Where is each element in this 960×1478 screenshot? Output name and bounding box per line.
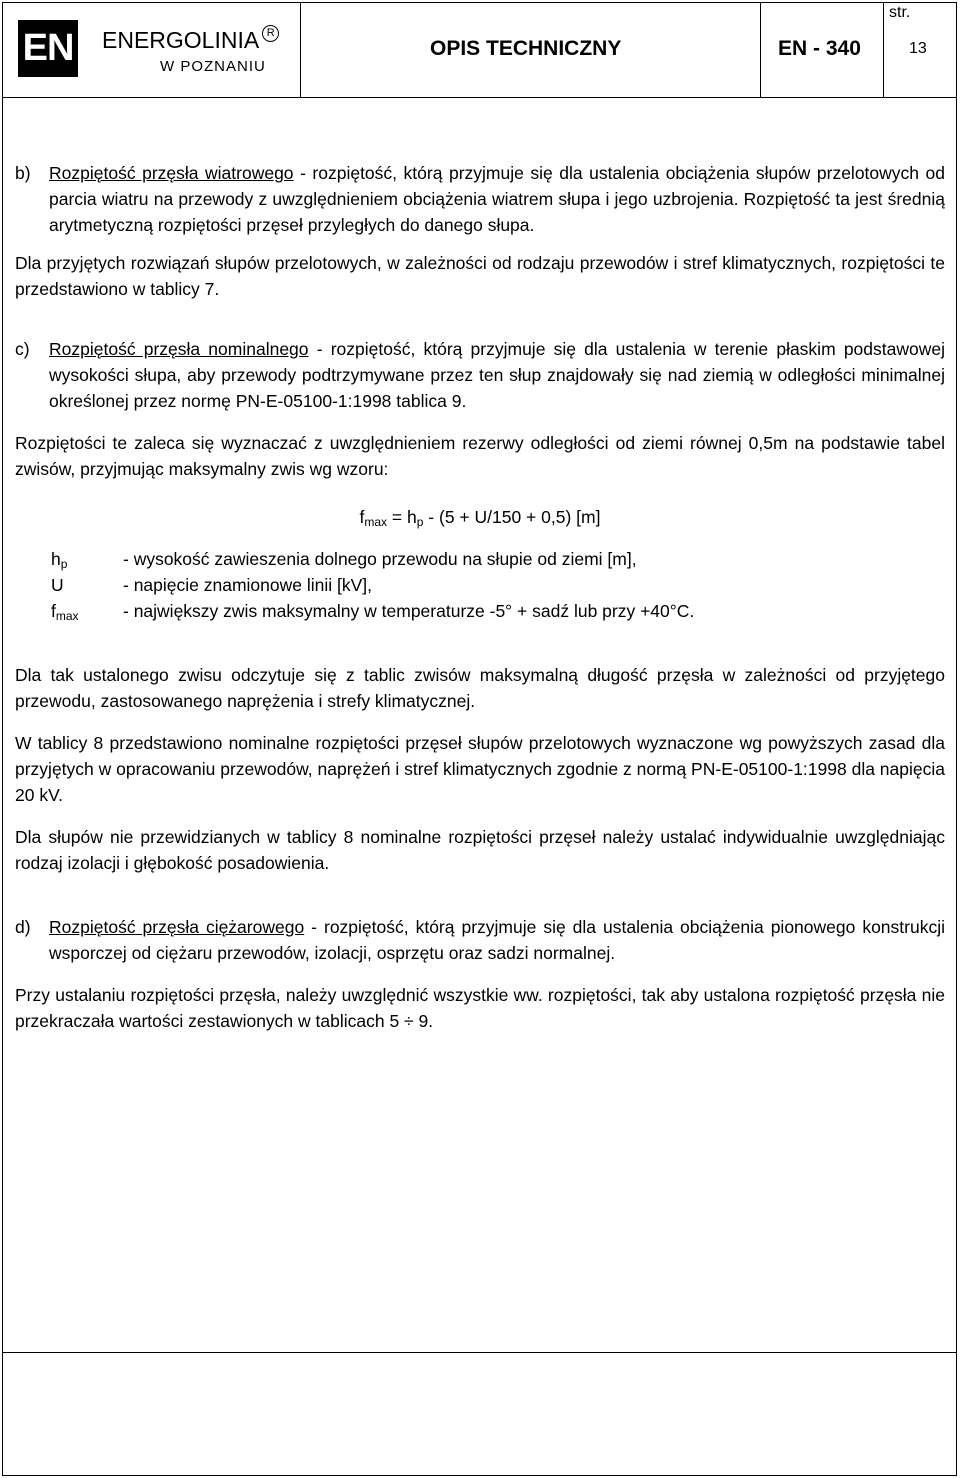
document-title: OPIS TECHNICZNY [430,37,622,60]
section-label: d) [15,917,31,937]
section-label: b) [15,163,31,183]
term-nominal-span: Rozpiętość przęsła nominalnego [49,339,309,359]
legend-item: U - napięcie znamionowe linii [kV], [51,575,373,595]
section-d-text: Rozpiętość przęsła ciężarowego - rozpiętość, którą przyjmuje się dla ustalenia obciążenia pionowego konstrukcji wsporczej od ciężaru przewodów, izolacji, osprzętu oraz sadzi normalnej. [49,917,945,963]
company-logo: EN [18,20,78,77]
paragraph: W tablicy 8 przedstawiono nominalne rozpiętości przęseł słupów przelotowych wyznaczone wg powyższych zasad dla przyjętych w opracowaniu przewodów, naprężeń i stref klimatycznych zgodnie z normą PN-E-05100-1:1998 dla napięcia 20 kV. [15,733,945,805]
document-body [15,160,945,1034]
page-label: str. [889,4,911,21]
page-footer-box [2,1352,957,1476]
section-b [15,160,945,238]
section-label: c) [15,339,30,359]
legend-item: $h_p$ - wysokość zawieszenia dolnego przewodu na słupie od ziemi [m], [51,549,637,571]
header-divider [760,2,761,98]
section-d [15,914,945,966]
section-b-text: Rozpiętość przęsła wiatrowego - rozpiętość, którą przyjmuje się dla ustalenia obciążenia słupów przelotowych od parcia wiatru na przewody z uwzględnieniem obciążenia wiatrem słupa i jego uzbrojenia. Rozpiętość ta jest średnią arytmetyczną rozpiętości przęseł przyległych do danego słupa. [49,163,945,235]
section-c [15,336,945,414]
paragraph: Rozpiętości te zaleca się wyznaczać z uwzględnieniem rezerwy odległości od ziemi równej 0,5m na podstawie tabel zwisów, przyjmując maksymalny zwis wg wzoru: [15,433,945,479]
registered-mark-icon: R [262,25,279,42]
legend-item: $f_{max}$ - największy zwis maksymalny w temperaturze -5° + sadź lub przy +40°C. [51,601,695,623]
header-divider [883,2,884,98]
term-weight-span: Rozpiętość przęsła ciężarowego [49,917,305,937]
company-name: ENERGOLINIA R [102,27,279,54]
paragraph: Dla przyjętych rozwiązań słupów przelotowych, w zależności od rodzaju przewodów i stref klimatycznych, rozpiętości te przedstawiono w tablicy 7. [15,253,945,299]
frame-right [956,98,957,1476]
company-city: W POZNANIU [160,58,266,75]
paragraph: Przy ustalaniu rozpiętości przęsła, należy uwzględnić wszystkie ww. rozpiętości, tak aby ustalona rozpiętość przęsła nie przekraczała wartości zestawionych w tablicach 5 ÷ 9. [15,985,945,1031]
paragraph: Dla tak ustalonego zwisu odczytuje się z tablic zwisów maksymalną długość przęsła w zależności od przyjętego przewodu, zastosowanego naprężenia i strefy klimatycznej. [15,665,945,711]
frame-left [2,98,3,1476]
header-divider [300,2,301,98]
sag-formula: $f_{max} = h_p - (5 + U/150 + 0,5)$ [m] [359,507,601,529]
page-number: 13 [909,40,927,57]
term-wind-span: Rozpiętość przęsła wiatrowego [49,163,294,183]
paragraph: Dla słupów nie przewidzianych w tablicy 8 nominalne rozpiętości przęseł należy ustalać indywidualnie uwzględniając rodzaj izolacji i głębokość posadowienia. [15,827,945,873]
document-number: EN - 340 [778,37,861,60]
formula-legend [15,546,945,624]
section-c-text: Rozpiętość przęsła nominalnego - rozpiętość, którą przyjmuje się dla ustalenia w terenie płaskim podstawowej wysokości słupa, aby przewody podtrzymywane przez ten słup znajdowały się nad ziemią w odległości minimalnej określonej przez normę PN-E-05100-1:1998 tablica 9. [49,339,945,411]
